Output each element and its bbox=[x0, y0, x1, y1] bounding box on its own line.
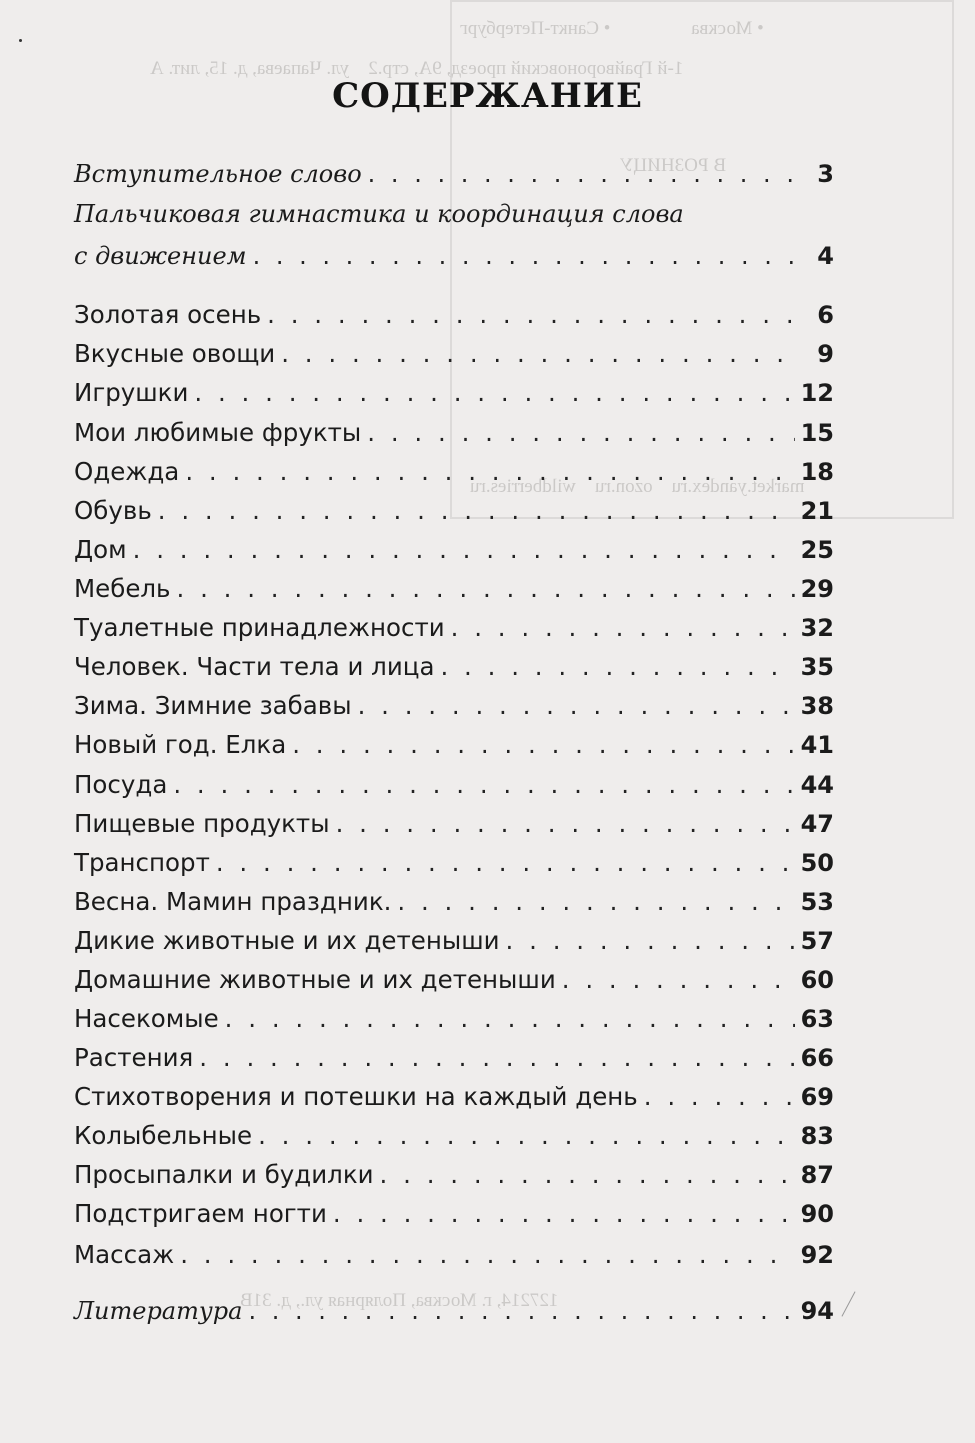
toc-page-number: 90 bbox=[800, 1200, 834, 1228]
toc-entry-title: Насекомые bbox=[74, 1004, 219, 1033]
toc-entry bbox=[74, 378, 834, 407]
dot-leader bbox=[281, 339, 802, 368]
toc-page-number: 87 bbox=[800, 1161, 834, 1189]
toc-entry-title: Пищевые продукты bbox=[74, 809, 330, 838]
toc-page-number: 57 bbox=[800, 927, 834, 955]
toc-entry bbox=[74, 1240, 834, 1269]
toc-entry bbox=[74, 691, 834, 720]
toc-entry-title: Человек. Части тела и лица bbox=[74, 652, 435, 681]
toc-page-number: 25 bbox=[800, 536, 834, 564]
toc-entry-title: Стихотворения и потешки на каждый день bbox=[74, 1082, 638, 1111]
toc-entry bbox=[74, 848, 834, 877]
toc-entry bbox=[74, 300, 834, 329]
toc-entry bbox=[74, 887, 834, 916]
toc-entry bbox=[74, 574, 834, 603]
toc-entry-title: Массаж bbox=[74, 1240, 175, 1269]
toc-entry-title: Домашние животные и их детеныши bbox=[74, 965, 556, 994]
toc-page-number: 92 bbox=[800, 1241, 834, 1269]
dot-leader bbox=[367, 418, 794, 447]
toc-entry-title: Мебель bbox=[74, 574, 171, 603]
toc-entry-title: Литература bbox=[74, 1297, 243, 1325]
toc-page-number: 18 bbox=[800, 458, 834, 486]
speck bbox=[19, 39, 22, 42]
toc-entry bbox=[74, 339, 834, 368]
page-title: СОДЕРЖАНИЕ bbox=[332, 76, 643, 116]
dot-leader bbox=[358, 691, 795, 720]
toc-entry-title: Вкусные овощи bbox=[74, 339, 276, 368]
toc-page-number: 94 bbox=[800, 1297, 834, 1325]
dot-leader bbox=[506, 926, 795, 955]
dot-leader bbox=[397, 887, 794, 916]
dot-leader bbox=[216, 848, 795, 877]
toc-page-number: 32 bbox=[800, 614, 834, 642]
bleed-through-text: 127214, г. Москва, Полярная ул., д. 31В bbox=[240, 1290, 559, 1311]
toc-entry bbox=[74, 1160, 834, 1189]
toc-page-number: 83 bbox=[800, 1122, 834, 1150]
toc-entry-title: Пальчиковая гимнастика и координация слова bbox=[74, 200, 684, 228]
toc-page-number: 41 bbox=[800, 731, 834, 759]
dot-leader bbox=[562, 965, 795, 994]
toc-page-number: 6 bbox=[817, 301, 834, 329]
bleed-through-text: market.yandex.ru ozon.ru wildberries.ru bbox=[470, 476, 805, 497]
dot-leader bbox=[199, 1043, 794, 1072]
toc-page-number: 66 bbox=[800, 1044, 834, 1072]
dot-leader bbox=[644, 1082, 795, 1111]
dot-leader bbox=[292, 730, 794, 759]
toc-entry bbox=[74, 926, 834, 955]
toc-entry bbox=[74, 652, 834, 681]
toc-entry-title: Игрушки bbox=[74, 378, 189, 407]
toc-page-number: 9 bbox=[817, 340, 834, 368]
toc-page-number: 12 bbox=[800, 379, 834, 407]
dot-leader bbox=[368, 160, 802, 188]
toc-entry-title: Обувь bbox=[74, 496, 152, 525]
dot-leader bbox=[133, 535, 795, 564]
toc-entry-title: Вступительное слово bbox=[74, 160, 362, 188]
toc-page-number: 47 bbox=[800, 810, 834, 838]
dot-leader bbox=[180, 1240, 794, 1269]
toc-entry-title: Весна. Мамин праздник. bbox=[74, 887, 392, 916]
toc-page-number: 63 bbox=[800, 1005, 834, 1033]
toc-entry-title: Мои любимые фрукты bbox=[74, 418, 362, 447]
bleed-through-text: 1-й Грайвороновский проезд, 9А, стр.2 ул. Чапаева, д. 15, лит. А bbox=[150, 58, 684, 79]
toc-entry-title: Транспорт bbox=[74, 848, 210, 877]
toc-entry-title: Растения bbox=[74, 1043, 194, 1072]
dot-leader bbox=[225, 1004, 795, 1033]
toc-entry bbox=[74, 770, 834, 799]
toc-entry bbox=[74, 496, 834, 525]
pencil-mark bbox=[841, 1291, 855, 1316]
toc-entry-title: Зима. Зимние забавы bbox=[74, 691, 352, 720]
toc-entry-title: Дом bbox=[74, 535, 127, 564]
toc-entry bbox=[74, 1297, 834, 1325]
toc-page-number: 50 bbox=[800, 849, 834, 877]
bleed-through-text: В РОЗНИЦУ bbox=[620, 155, 727, 176]
toc-page-number: 38 bbox=[800, 692, 834, 720]
toc-page-number: 44 bbox=[800, 771, 834, 799]
toc-entry-title: Туалетные принадлежности bbox=[74, 613, 445, 642]
toc-entry bbox=[74, 418, 834, 447]
toc-entry bbox=[74, 613, 834, 642]
dot-leader bbox=[173, 770, 794, 799]
toc-entry-title: Новый год. Елка bbox=[74, 730, 287, 759]
toc-entry-title: Посуда bbox=[74, 770, 168, 799]
dot-leader bbox=[158, 496, 795, 525]
dot-leader bbox=[258, 1121, 794, 1150]
toc-entry bbox=[74, 730, 834, 759]
toc-page-number: 35 bbox=[800, 653, 834, 681]
dot-leader bbox=[336, 809, 795, 838]
toc-entry bbox=[74, 535, 834, 564]
dot-leader bbox=[248, 1297, 794, 1325]
toc-entry bbox=[74, 1043, 834, 1072]
toc-entry-title: с движением bbox=[74, 242, 247, 270]
toc-entry-title: Золотая осень bbox=[74, 300, 262, 329]
toc-entry bbox=[74, 1004, 834, 1033]
toc-page-number: 69 bbox=[800, 1083, 834, 1111]
toc-page-number: 21 bbox=[800, 497, 834, 525]
dot-leader bbox=[451, 613, 795, 642]
dot-leader bbox=[440, 652, 794, 681]
dot-leader bbox=[380, 1160, 795, 1189]
toc-page-number: 4 bbox=[817, 242, 834, 270]
toc-entry-title: Одежда bbox=[74, 457, 180, 486]
dot-leader bbox=[194, 378, 794, 407]
toc-entry bbox=[74, 200, 834, 228]
toc-page-number: 53 bbox=[800, 888, 834, 916]
toc-page-number: 3 bbox=[817, 160, 834, 188]
toc-page-number: 15 bbox=[800, 419, 834, 447]
toc-entry bbox=[74, 160, 834, 188]
toc-page-number: 29 bbox=[800, 575, 834, 603]
bleed-through-text: • Москва • Санкт-Петербург bbox=[460, 18, 764, 39]
toc-entry bbox=[74, 1121, 834, 1150]
toc-entry-title: Дикие животные и их детеныши bbox=[74, 926, 500, 955]
toc-entry bbox=[74, 1199, 834, 1228]
dot-leader bbox=[267, 300, 802, 329]
dot-leader bbox=[253, 242, 802, 270]
toc-entry bbox=[74, 1082, 834, 1111]
dot-leader bbox=[185, 457, 794, 486]
toc-entry-title: Подстригаем ногти bbox=[74, 1199, 327, 1228]
toc-entry bbox=[74, 242, 834, 270]
toc-page-number: 60 bbox=[800, 966, 834, 994]
dot-leader bbox=[177, 574, 795, 603]
dot-leader bbox=[333, 1199, 795, 1228]
toc-entry bbox=[74, 457, 834, 486]
toc-entry-title: Просыпалки и будилки bbox=[74, 1160, 374, 1189]
toc-entry-title: Колыбельные bbox=[74, 1121, 253, 1150]
toc-entry bbox=[74, 965, 834, 994]
toc-entry bbox=[74, 809, 834, 838]
